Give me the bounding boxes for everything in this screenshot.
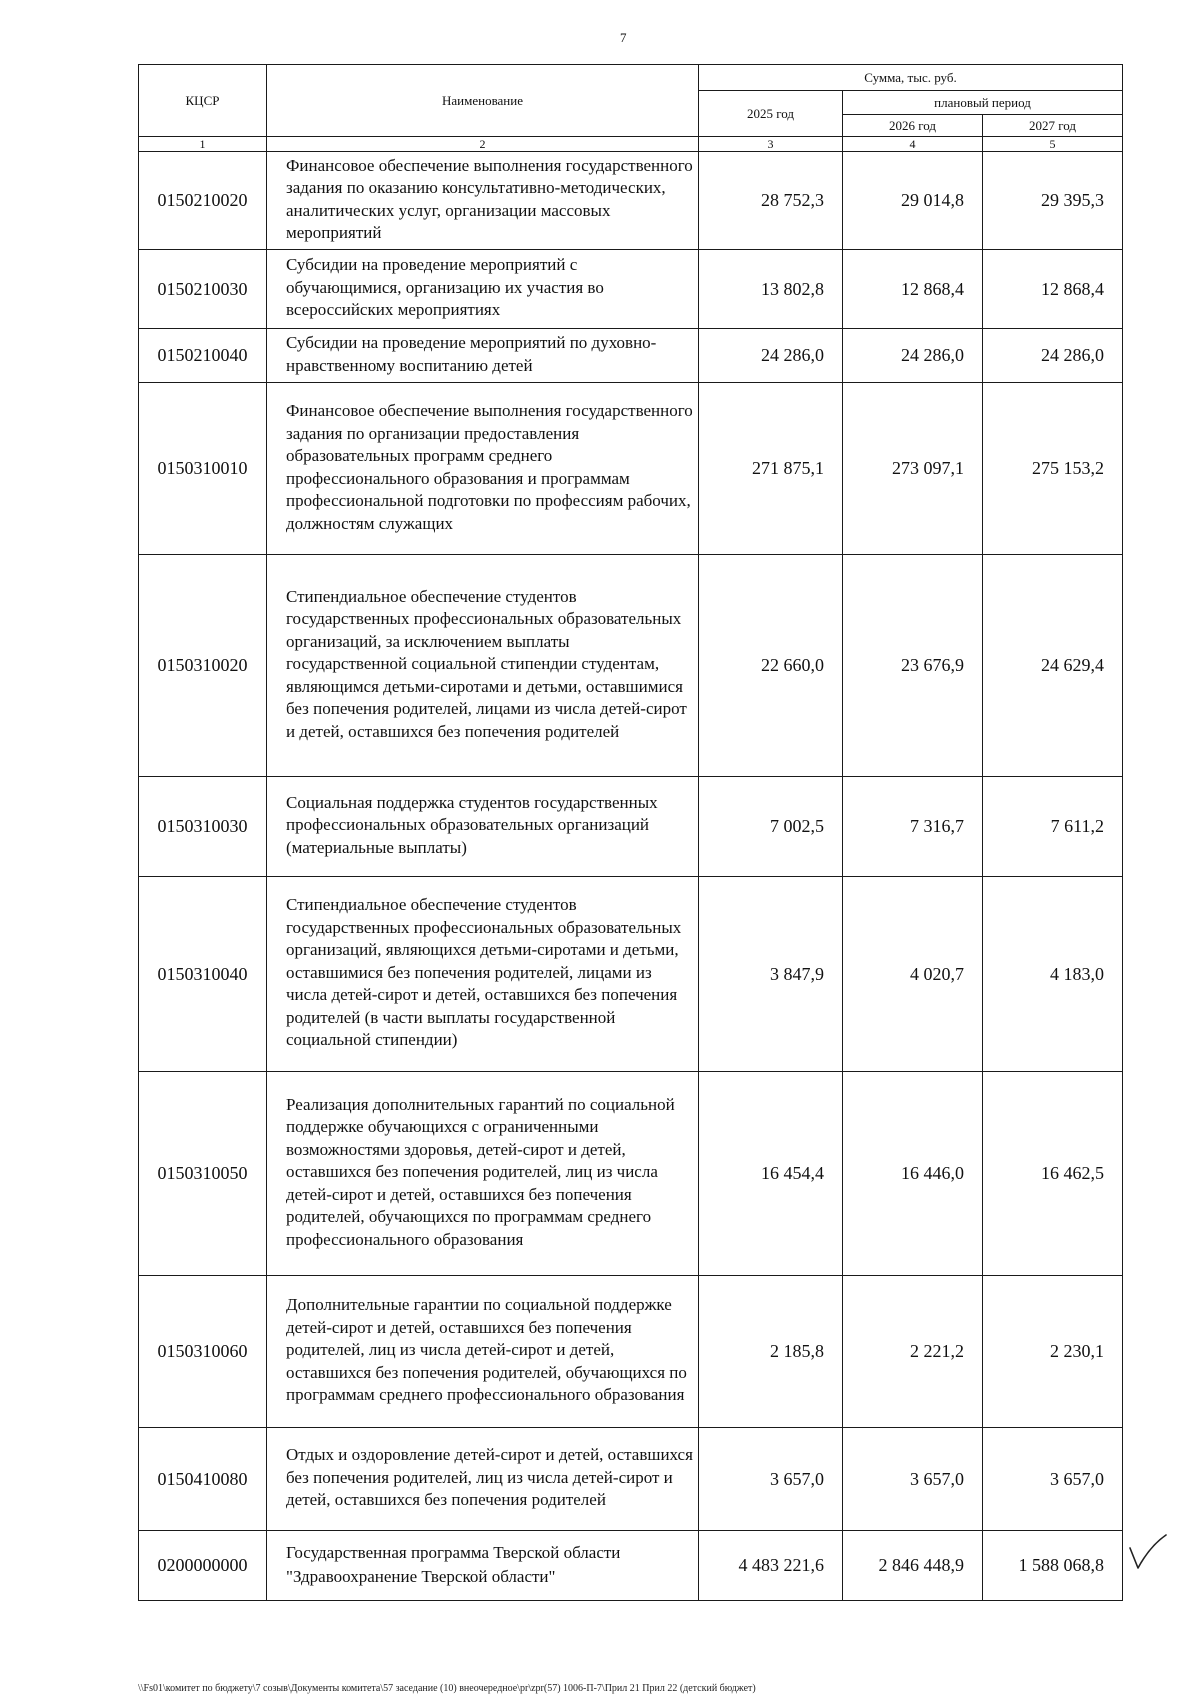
table-row — [139, 383, 1123, 555]
header-year-2026: 2026 год — [843, 115, 983, 137]
row-code: 0150310020 — [139, 555, 267, 777]
row-value-2025: 7 002,5 — [699, 777, 843, 877]
row-value-2025: 3 847,9 — [699, 877, 843, 1072]
row-code: 0150210020 — [139, 152, 267, 250]
row-value-2026: 273 097,1 — [843, 383, 983, 555]
row-name: Отдых и оздоровление детей-сирот и детей, оставшихся без попечения родителей, лиц из числа детей-сирот и детей, оставшихся без попечения родителей — [267, 1428, 699, 1531]
budget-table — [138, 64, 1123, 1601]
row-value-2027: 24 629,4 — [983, 555, 1123, 777]
row-value-2025: 4 483 221,6 — [699, 1531, 843, 1601]
row-value-2027: 4 183,0 — [983, 877, 1123, 1072]
row-code: 0150310060 — [139, 1276, 267, 1428]
row-value-2025: 28 752,3 — [699, 152, 843, 250]
row-code: 0200000000 — [139, 1531, 267, 1601]
table-row — [139, 877, 1123, 1072]
table-row — [139, 1072, 1123, 1276]
row-code: 0150210040 — [139, 329, 267, 383]
row-value-2025: 271 875,1 — [699, 383, 843, 555]
row-value-2025: 16 454,4 — [699, 1072, 843, 1276]
row-name: Реализация дополнительных гарантий по социальной поддержке обучающихся с ограниченными возможностями здоровья, детей-сирот и детей, оставшихся без попечения родителей, лиц из числа детей-сирот и детей, оставшихся без попечения родителей, обучающихся по программам среднего профессионального образования — [267, 1072, 699, 1276]
row-value-2026: 7 316,7 — [843, 777, 983, 877]
table-row — [139, 555, 1123, 777]
row-name: Стипендиальное обеспечение студентов государственных профессиональных образовательных организаций, являющихся детьми-сиротами и детьми, оставшимися без попечения родителей, лицами из числа детей-сирот и детей, оставшихся без попечения родителей (в части выплаты государственной социальной стипендии) — [267, 877, 699, 1072]
header-year-2027: 2027 год — [983, 115, 1123, 137]
row-value-2025: 22 660,0 — [699, 555, 843, 777]
row-value-2026: 3 657,0 — [843, 1428, 983, 1531]
row-code: 0150310030 — [139, 777, 267, 877]
row-name: Дополнительные гарантии по социальной поддержке детей-сирот и детей, оставшихся без попечения родителей, лиц из числа детей-сирот и детей, оставшихся без попечения родителей, обучающихся по программам среднего профессионального образования — [267, 1276, 699, 1428]
row-value-2026: 4 020,7 — [843, 877, 983, 1072]
checkmark-icon — [1128, 1534, 1168, 1570]
row-value-2027: 2 230,1 — [983, 1276, 1123, 1428]
row-value-2027: 7 611,2 — [983, 777, 1123, 877]
column-number: 5 — [983, 137, 1123, 152]
row-value-2026: 16 446,0 — [843, 1072, 983, 1276]
column-number: 3 — [699, 137, 843, 152]
row-value-2027: 1 588 068,8 — [983, 1531, 1123, 1601]
table-row-program-total — [139, 1531, 1123, 1601]
row-value-2027: 29 395,3 — [983, 152, 1123, 250]
table-row — [139, 777, 1123, 877]
row-value-2026: 23 676,9 — [843, 555, 983, 777]
row-code: 0150310010 — [139, 383, 267, 555]
row-value-2027: 12 868,4 — [983, 250, 1123, 329]
header-name: Наименование — [267, 65, 699, 137]
header-year-2025: 2025 год — [699, 91, 843, 137]
row-name: Финансовое обеспечение выполнения государственного задания по организации предоставления образовательных программ среднего профессионального образования и программам профессиональной подготовки по профессиям рабочих, должностям служащих — [267, 383, 699, 555]
header-sum: Сумма, тыс. руб. — [699, 65, 1123, 91]
row-value-2025: 13 802,8 — [699, 250, 843, 329]
header-kcsr: КЦСР — [139, 65, 267, 137]
row-value-2025: 3 657,0 — [699, 1428, 843, 1531]
row-value-2027: 24 286,0 — [983, 329, 1123, 383]
row-value-2027: 3 657,0 — [983, 1428, 1123, 1531]
file-path-footer: \\Fs01\комитет по бюджету\7 созыв\Документы комитета\57 заседание (10) внеочередное\pr\zpr(57) 1006-П-7\Прил 21 Прил 22 (детский бюджет) — [138, 1683, 756, 1694]
row-value-2026: 2 221,2 — [843, 1276, 983, 1428]
column-number: 4 — [843, 137, 983, 152]
row-name: Субсидии на проведение мероприятий с обучающимися, организацию их участия во всероссийских мероприятиях — [267, 250, 699, 329]
header-planned-period: плановый период — [843, 91, 1123, 115]
column-number: 1 — [139, 137, 267, 152]
table-row — [139, 152, 1123, 250]
row-value-2027: 16 462,5 — [983, 1072, 1123, 1276]
row-name: Социальная поддержка студентов государственных профессиональных образовательных организаций (материальные выплаты) — [267, 777, 699, 877]
table-row — [139, 1276, 1123, 1428]
row-name: Субсидии на проведение мероприятий по духовно-нравственному воспитанию детей — [267, 329, 699, 383]
row-value-2025: 24 286,0 — [699, 329, 843, 383]
row-name: Финансовое обеспечение выполнения государственного задания по оказанию консультативно-методических, аналитических услуг, организации массовых мероприятий — [267, 152, 699, 250]
row-value-2025: 2 185,8 — [699, 1276, 843, 1428]
table-row — [139, 250, 1123, 329]
row-value-2026: 2 846 448,9 — [843, 1531, 983, 1601]
row-value-2026: 12 868,4 — [843, 250, 983, 329]
row-code: 0150310050 — [139, 1072, 267, 1276]
row-code: 0150410080 — [139, 1428, 267, 1531]
column-number: 2 — [267, 137, 699, 152]
row-name: Государственная программа Тверской области "Здравоохранение Тверской области" — [267, 1531, 699, 1601]
row-value-2026: 29 014,8 — [843, 152, 983, 250]
table-row — [139, 1428, 1123, 1531]
table-row — [139, 329, 1123, 383]
row-value-2027: 275 153,2 — [983, 383, 1123, 555]
page-number: 7 — [620, 30, 627, 45]
row-value-2026: 24 286,0 — [843, 329, 983, 383]
row-code: 0150310040 — [139, 877, 267, 1072]
row-code: 0150210030 — [139, 250, 267, 329]
row-name: Стипендиальное обеспечение студентов государственных профессиональных образовательных организаций, за исключением выплаты государственной социальной стипендии студентам, являющимся детьми-сиротами и детьми, оставшимися без попечения родителей, лицами из числа детей-сирот и детей, оставшихся без попечения родителей — [267, 555, 699, 777]
